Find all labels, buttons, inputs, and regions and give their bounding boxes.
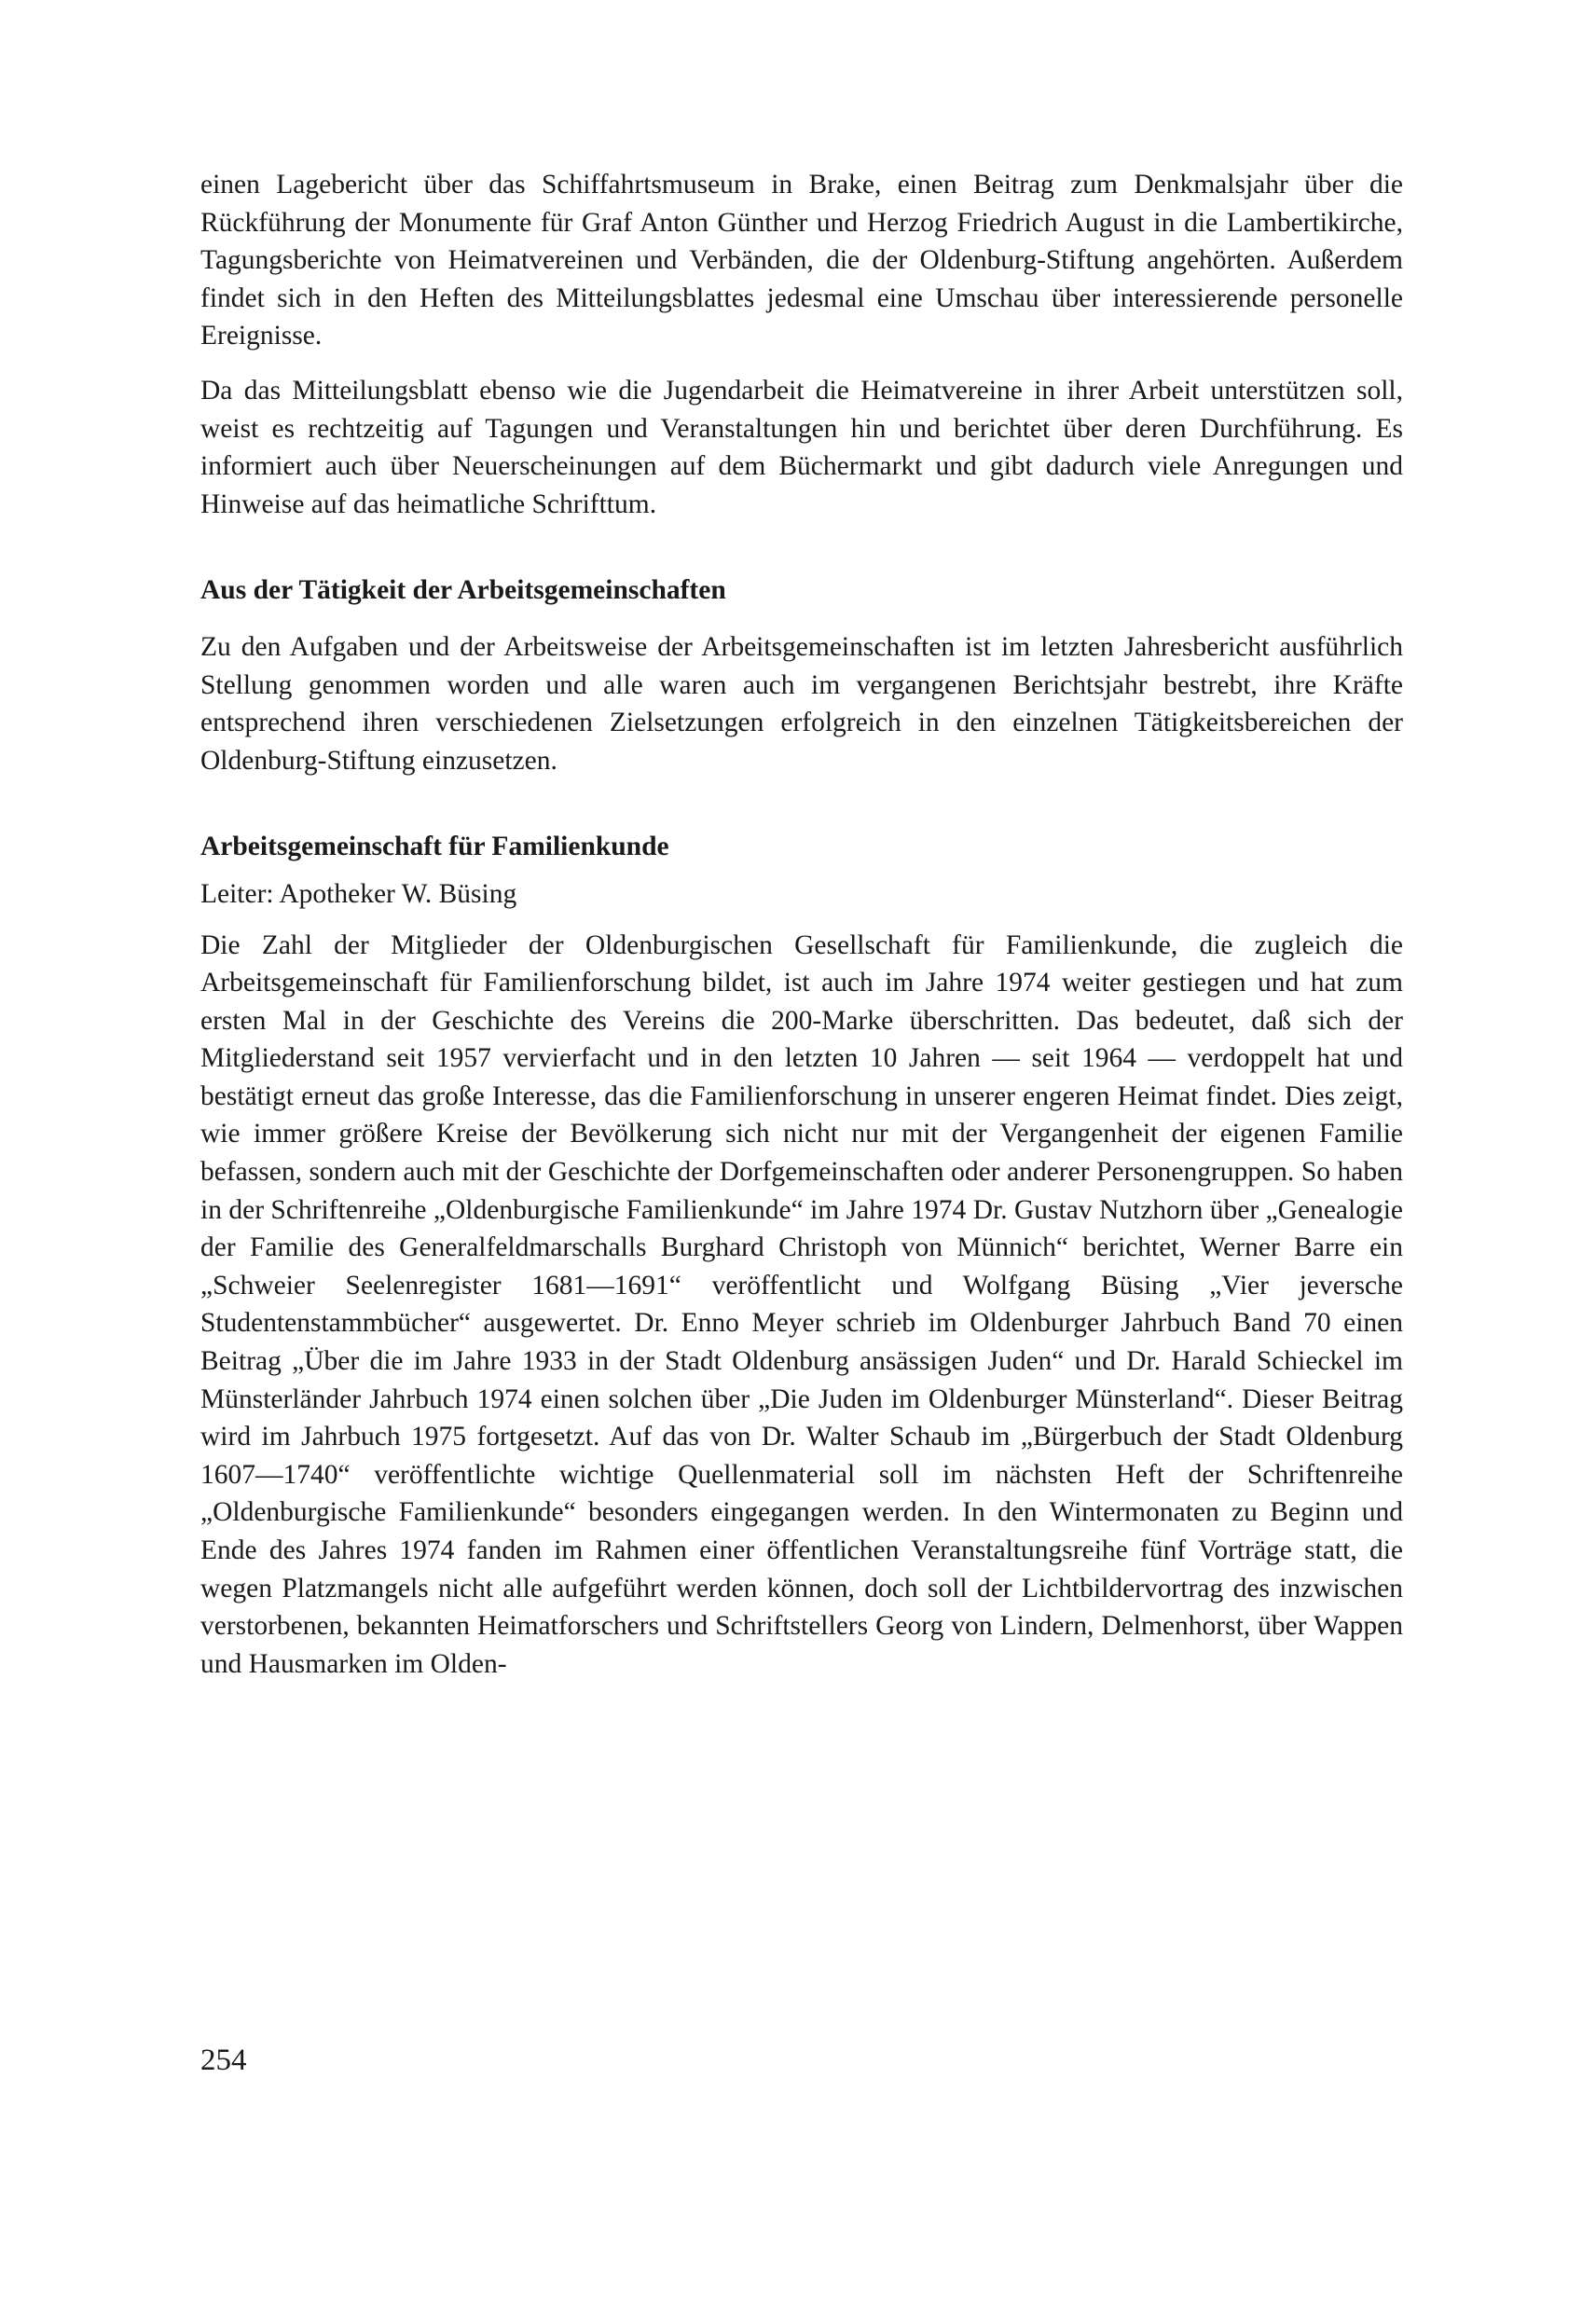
page-number: 254	[200, 2044, 247, 2077]
paragraph-arbeitsgemeinschaften: Zu den Aufgaben und der Arbeitsweise der Arbeitsgemeinschaften ist im letzten Jahresbericht ausführlich Stellung genommen worden und alle waren auch im vergangenen Berichtsjahr bestrebt, ihre Kräfte entsprechend ihren verschiedenen Zielsetzungen erfolgreich in den einzelnen Tätigkeitsbereichen der Oldenburg-Stiftung einzusetzen.	[200, 631, 1403, 776]
heading-familienkunde: Arbeitsgemeinschaft für Familienkunde	[200, 832, 669, 862]
paragraph-familienkunde: Die Zahl der Mitglieder der Oldenburgischen Gesellschaft für Familienkunde, die zugleich die Arbeitsgemeinschaft für Familienforschung bildet, ist auch im Jahre 1974 weiter gestiegen und hat zum ersten Mal in der Geschichte des Vereins die 200-Marke überschritten. Das bedeutet, daß sich der Mitgliederstand seit 1957 vervierfacht und in den letzten 10 Jahren — seit 1964 — verdoppelt hat und bestätigt erneut das große Interesse, das die Familienforschung in unserer engeren Heimat findet. Dies zeigt, wie immer größere Kreise der Bevölkerung sich nicht nur mit der Vergangenheit der eigenen Familie befassen, sondern auch mit der Geschichte der Dorfgemeinschaften oder anderer Personengruppen. So haben in der Schriftenreihe „Oldenburgische Familienkunde“ im Jahre 1974 Dr. Gustav Nutzhorn über „Genealogie der Familie des Generalfeldmarschalls Burghard Christoph von Münnich“ berichtet, Werner Barre ein „Schweier Seelenregister 1681—1691“ veröffentlicht und Wolfgang Büsing „Vier jeversche Studentenstammbücher“ ausgewertet. Dr. Enno Meyer schrieb im Oldenburger Jahrbuch Band 70 einen Beitrag „Über die im Jahre 1933 in der Stadt Oldenburg ansässigen Juden“ und Dr. Harald Schieckel im Münsterländer Jahrbuch 1974 einen solchen über „Die Juden im Oldenburger Münsterland“. Dieser Beitrag wird im Jahrbuch 1975 fortgesetzt. Auf das von Dr. Walter Schaub im „Bürgerbuch der Stadt Oldenburg 1607—1740“ veröffentlichte wichtige Quellenmaterial soll im nächsten Heft der Schriftenreihe „Oldenburgische Familienkunde“ besonders eingegangen werden. In den Wintermonaten zu Beginn und Ende des Jahres 1974 fanden im Rahmen einer öffentlichen Veranstaltungsreihe fünf Vorträge statt, die wegen Platzmangels nicht alle aufgeführt werden können, doch soll der Lichtbildervortrag des inzwischen verstorbenen, bekannten Heimatforschers und Schriftstellers Georg von Lindern, Delmenhorst, über Wappen und Hausmarken im Olden-	[200, 929, 1403, 1679]
heading-arbeitsgemeinschaften: Aus der Tätigkeit der Arbeitsgemeinschaften	[200, 575, 726, 606]
paragraph-lagebericht: einen Lagebericht über das Schiffahrtsmuseum in Brake, einen Beitrag zum Denkmalsjahr über die Rückführung der Monumente für Graf Anton Günther und Herzog Friedrich August in die Lambertikirche, Tagungsberichte von Heimatvereinen und Verbänden, die der Oldenburg-Stiftung angehörten. Außerdem findet sich in den Heften des Mitteilungsblattes jedesmal eine Umschau über interessierende personelle Ereignisse.	[200, 170, 1403, 351]
leiter-line: Leiter: Apotheker W. Büsing	[200, 878, 517, 909]
paragraph-mitteilungsblatt: Da das Mitteilungsblatt ebenso wie die Jugendarbeit die Heimatvereine in ihrer Arbeit unterstützen soll, weist es rechtzeitig auf Tagungen und Veranstaltungen hin und berichtet über deren Durchführung. Es informiert auch über Neuerscheinungen auf dem Büchermarkt und gibt dadurch viele Anregungen und Hinweise auf das heimatliche Schrifttum.	[200, 375, 1403, 519]
page-body	[200, 166, 1403, 1683]
